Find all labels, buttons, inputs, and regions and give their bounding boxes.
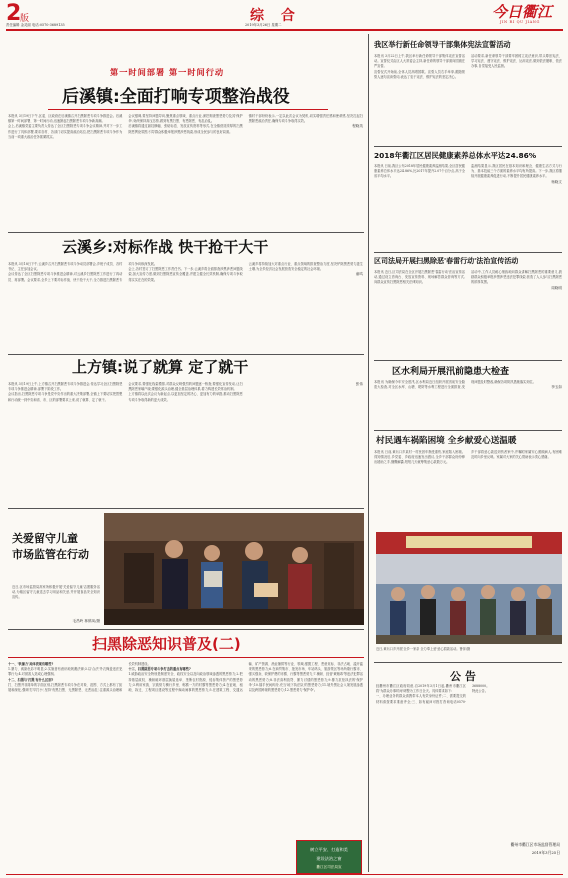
right-photo-caption: 近日,黄坛口乡开展'全乡一家亲 全力奉上爱'爱心捐款活动。鲁萍/摄: [376, 647, 471, 651]
notice-date: 2019年3月25日: [531, 850, 560, 855]
divider: [8, 354, 364, 355]
lead-headline-underline: [48, 109, 328, 110]
right-photo-image: [376, 532, 562, 644]
notice-signature: 衢州市衢江区市场监督管理局: [510, 842, 560, 847]
children-byline: 毛昌岭 林鹤凤/摄: [72, 619, 100, 623]
right-photo: [376, 532, 562, 644]
page-number: 2: [6, 1, 22, 26]
right-story-e-headline: 村民遇车祸陷困境 全乡献爱心送温暖: [376, 436, 517, 446]
knowledge-paragraph: 1.威胁政治安全特别是制度安全、政权安全以及向政治领域渗透的黑恶势力;2.把持基层政权、操纵破坏基层换届选举、垄断农村资源、侵吞集体资产的黑恶势力;3.利用家族、宗族势力横行乡里、称霸一方的村霸等黑恶势力;4.在征地、租地、拆迁、工程项目建设等过程中煽动闹事的黑恶势力;5.在建筑工程、交通运输、矿产资源、渔业捕捞等行业、领域,强揽工程、恶意竞标、非法占地、滥开滥采的黑恶势力;6.在商贸集市、批发市场、车站码头、旅游景区等场所欺行霸市、强买强卖、收保护费的市霸、行霸等黑恶势力;7.操纵、经营'黄赌毒'等违法犯罪活动的黑恶势力;8.非法高利放贷、暴力讨债的黑恶势力;9.暴力抗拒执法的'保护伞';10.插手民间纠纷,充当'地下执法队'的黑恶势力;11.境外黑社会入境发展渗透以及跨国跨境的黑恶势力;12.黑恶势力'保护伞'。: [128, 662, 363, 693]
children-photo-image: [104, 513, 364, 625]
divider: [374, 430, 562, 431]
knowledge-box-line1: 树立平安、打造和美: [310, 847, 348, 852]
page-number-label: 版: [20, 14, 30, 24]
right-story-c-paragraph: 活动中,工作人员耐心细致地向群众讲解扫黑除恶的重要意义,鼓励群众积极举报涉黑涉恶违法犯罪线索,营造了人人参与扫黑除恶的浓厚氛围。: [471, 270, 562, 285]
lead-paragraph: 本报讯 3月19日下午,区委、区政府在后溪镇召开扫黑除恶专项斗争推进会。后溪镇第一时间部署、第一时间行动,迅速掀起扫黑除恶专项斗争新高潮。: [8, 114, 123, 124]
lead-body: [8, 114, 363, 229]
story2-byline: 童鸣: [355, 272, 363, 277]
right-story-e-paragraph: 乡干部将爱心款送到伤者家中,并嘱咐家属安心照顾病人,有困难及时向乡里反映。家属对大家的关心帮助表示衷心感谢。: [471, 450, 562, 460]
children-headline-1: 关爱留守儿童: [12, 532, 78, 545]
knowledge-paragraph: 打、扫黑并非简单的字面区别,扫黑除恶专项斗争在对象、范围、方式上都有了拓展和深化,强调'打早打小',坚持'有黑扫黑、无黑除恶、无恶治乱',注重源头治理和长效机制建设。: [8, 662, 151, 693]
knowledge-paragraph: 十二、扫黑与'打黑'有什么区别?: [8, 677, 54, 682]
knowledge-paragraph: 十一、'软暴力'具体表现有哪些?: [8, 662, 54, 666]
right-story-a-paragraph: 宣誓仪式开始前,全体人员高唱国歌。宣誓人员右手举拳,跟随领誓人逐句宣读誓词,表达了忠于宪法、维护宪法的坚定决心。: [374, 69, 465, 79]
editor-info: 责任编辑 金灵丽 电话:0570-3689135: [6, 23, 65, 27]
knowledge-box-line3: 衢江区司法局宣: [316, 865, 342, 869]
divider: [374, 252, 562, 253]
right-story-c-paragraph: 本报讯 近日,区司法局在全区开展扫黑除恶'春雷行动'法治宣传活动,通过设立咨询台、发放宣传资料、现场解答群众咨询等方式,向群众宣传扫黑除恶相关法律知识。: [374, 270, 465, 285]
story3-headline: 上方镇:说了就算 定了就干: [72, 358, 249, 376]
lead-paragraph: 镇村干部纷纷表示,一定以此次会议为契机,切实增强责任感和使命感,坚决扛起扫黑除恶政治责任,确保专项斗争取得实效。: [248, 114, 363, 124]
column-divider: [368, 34, 369, 872]
knowledge-box: [296, 840, 362, 874]
right-story-a-paragraph: 本报讯 3月22日上午,我区举行新任命领导干部集体宪法宣誓活动。宣誓仪式由区人大常委会主持,新任命的领导干部面向国旗庄严宣誓。: [374, 54, 465, 69]
story3-paragraph: 会议要求,要强化线索摸排,对群众反映强烈的问题逐一核查;要强化宣传发动,让扫黑除恶家喻户晓;要强化源头治理,健全基层治理体系,着力构建长效常治机制。: [128, 382, 243, 392]
divider: [8, 508, 364, 509]
section-title: 综 合: [250, 8, 301, 24]
story3-byline: 张伟: [355, 382, 363, 386]
story2-headline: 云溪乡:对标作战 快干抢干大干: [62, 238, 269, 256]
right-story-a-paragraph: 活动要求,新任命领导干部要牢固树立宪法意识,带头尊崇宪法、学习宪法、遵守宪法、维护宪法、运用宪法,做到依法履职、依法办事,自觉接受人民监督。: [471, 54, 562, 69]
knowledge-headline: 扫黑除恶知识普及(二): [92, 635, 241, 653]
divider: [8, 232, 364, 233]
children-headline-2: 市场监管在行动: [12, 548, 89, 561]
notice-body: [376, 684, 562, 834]
logo-pinyin: JIN RI QU JIANG: [500, 20, 541, 24]
notice-paragraph: 特此公告。: [472, 689, 488, 694]
divider: [374, 146, 562, 147]
knowledge-box-line2: 建设法治之窗: [316, 856, 342, 861]
divider: [374, 662, 562, 663]
notice-paragraph: 一、办理业务的群众请携带本人有效身份证件;二、需要提交的材料请按要求准备齐全;三、如有疑问可拨打咨询电话0570-3688000。: [376, 684, 490, 704]
story3-paragraph: 会议指出,扫黑除恶专项斗争是党中央作出的重大决策部署,全镇上下要切实把思想和行动统一到中央和省、市、区的部署要求上来,说了就算、定了就干。: [8, 392, 123, 402]
lead-headline: 后溪镇:全面打响专项整治战役: [62, 87, 290, 107]
date-info: 2019年3月26日 星期二: [245, 23, 282, 27]
right-story-e-paragraph: 本报讯 日前,黄坛口乡某村一村民因车祸受重伤,家庭陷入困境。得知情况后,乡党委、乡政府迅速发出倡议,全乡干部群众纷纷伸出援助之手,慷慨解囊,短短几天就筹集爱心款数万元。: [374, 450, 465, 465]
masthead: [0, 0, 568, 28]
bottom-rule: [6, 874, 563, 875]
right-story-b-body: [374, 164, 562, 250]
newspaper-logo: 今日衢江: [492, 3, 553, 21]
story3-paragraph: 上方镇将以此次会议为新起点,以更加坚定的决心、更加有力的举措,推动扫黑除恶专项斗争取得新的更大成效。: [128, 392, 243, 402]
story2-body: [8, 262, 363, 352]
right-story-b-headline: 2018年衢江区居民健康素养总体水平达24.86%: [374, 151, 537, 160]
right-story-a-headline: 我区举行新任命领导干部集体宪法宣誓活动: [374, 40, 511, 49]
masthead-rule: [6, 29, 563, 31]
lead-paragraph: 会议强调,要坚持问题导向,聚焦重点领域、重点行业,深挖彻查黑恶势力及其'保护伞',始终保持高压态势,做到有黑扫黑、有恶除恶、有乱治乱。: [128, 114, 243, 124]
children-photo: [104, 513, 364, 625]
divider: [8, 629, 364, 630]
story3-body: [8, 382, 363, 504]
lead-byline: 程晓英: [352, 124, 363, 129]
right-story-d-byline: 李玉如: [551, 385, 562, 390]
children-caption: 近日,区市场监管局高家所积极开展'关爱留守儿童'志愿服务活动,为辖区留守儿童送去学习用品和关爱,并开展食品安全知识宣传。: [12, 585, 100, 600]
notice-title: 公 告: [450, 670, 476, 683]
story2-paragraph: 会上,各村签订了扫黑除恶工作责任书。下一步,云溪乡将全面排查涉黑涉恶问题线索,加大宣传力度,做到扫黑除恶宣传全覆盖,并建立健全长效机制,确保专项斗争取得实实在在的效果。: [128, 267, 243, 282]
right-story-c-body: [374, 270, 562, 358]
right-story-c-headline: 区司法局开展扫黑除恶'春雷行动'法治宣传活动: [374, 257, 519, 265]
right-story-b-paragraph: 监测结果显示,我区居民在基本知识和理念、健康生活方式与行为、基本技能三个方面的素养水平均有所提高。下一步,我区将继续开展健康素养促进行动,不断提升居民健康素养水平。: [471, 164, 562, 179]
story3-paragraph: 本报讯 3月19日上午,上方镇召开扫黑除恶专项斗争推进会,传达学习全区扫黑除恶专项斗争推进会精神,部署下阶段工作。: [8, 382, 123, 392]
right-story-b-paragraph: 本报讯 日前,我区公布2018年居民健康素养监测结果,全区居民健康素养总体水平达24.86%,比2017年提升2.07个百分点,高于全省平均水平。: [374, 164, 465, 179]
story2-paragraph: 云溪乡将持续加大对重点行业、重点领域的排查整治力度,坚决铲除黑恶势力滋生土壤,为全乡经济社会发展营造安全稳定的社会环境。: [248, 262, 363, 272]
right-story-d-paragraph: 本报讯 为确保今年安全度汛,区水利局近日组织开展汛前安全隐患大检查,对全区水库、山塘、堤防等水利工程进行全面排查,发现问题及时整改,确保各项防汛措施落实到位。: [374, 380, 536, 390]
knowledge-paragraph: 1.暴力、威胁色彩不明显;2.实施者有意识地规避法律;3.以'合法'外衣掩盖违法犯罪行为;4.对被害人造成心理强制。: [8, 667, 123, 677]
knowledge-rule: [8, 657, 364, 658]
right-story-a-body: [374, 54, 562, 144]
lead-kicker: 第一时间部署 第一时间行动: [110, 67, 225, 77]
knowledge-paragraph: 十三、扫黑除恶专项斗争打击的重点有哪些?: [128, 667, 191, 672]
story2-paragraph: 会议传达了全区扫黑除恶专项斗争推进会精神,对云溪乡扫黑除恶工作进行了再动员、再部署。会议要求,全乡上下要对标作战、快干抢干大干,全力推进扫黑除恶专项斗争向纵深发展。: [8, 262, 158, 282]
notice-paragraph: 经衢州市衢江区政府同意,自2019年3月1日起,衢州市衢江区将'为群众办事时间'调整为工作日全天。具体要求如下:: [376, 684, 466, 694]
right-story-c-byline: 周晓明: [551, 285, 562, 290]
lead-paragraph: 后溪镇将通过悬挂横幅、张贴标语、发放宣传资料等形式,在全镇营造浓厚的扫黑除恶舆论氛围,引导群众积极举报涉黑涉恶线索,形成全民参与的良好局面。: [128, 124, 243, 134]
right-story-e-body: [374, 450, 562, 530]
lead-paragraph: 会上,后溪镇党委主要负责人传达了全区扫黑除恶专项斗争会议精神,并对下一步工作进行了具体部署,要求各村、各部门切实提高政治站位,把扫黑除恶专项斗争作为当前一项重大政治任务抓紧抓实。: [8, 124, 123, 139]
right-story-d-headline: 区水利局开展汛前隐患大检查: [392, 367, 510, 377]
divider: [374, 360, 562, 361]
right-story-b-byline: 杨晓文: [551, 179, 562, 184]
right-story-d-body: [374, 380, 562, 428]
story2-paragraph: 本报讯 3月18日下午,云溪乡召开扫黑除恶专项斗争动员部署会,乡班子成员、各村书记、主任参加会议。: [8, 262, 123, 272]
